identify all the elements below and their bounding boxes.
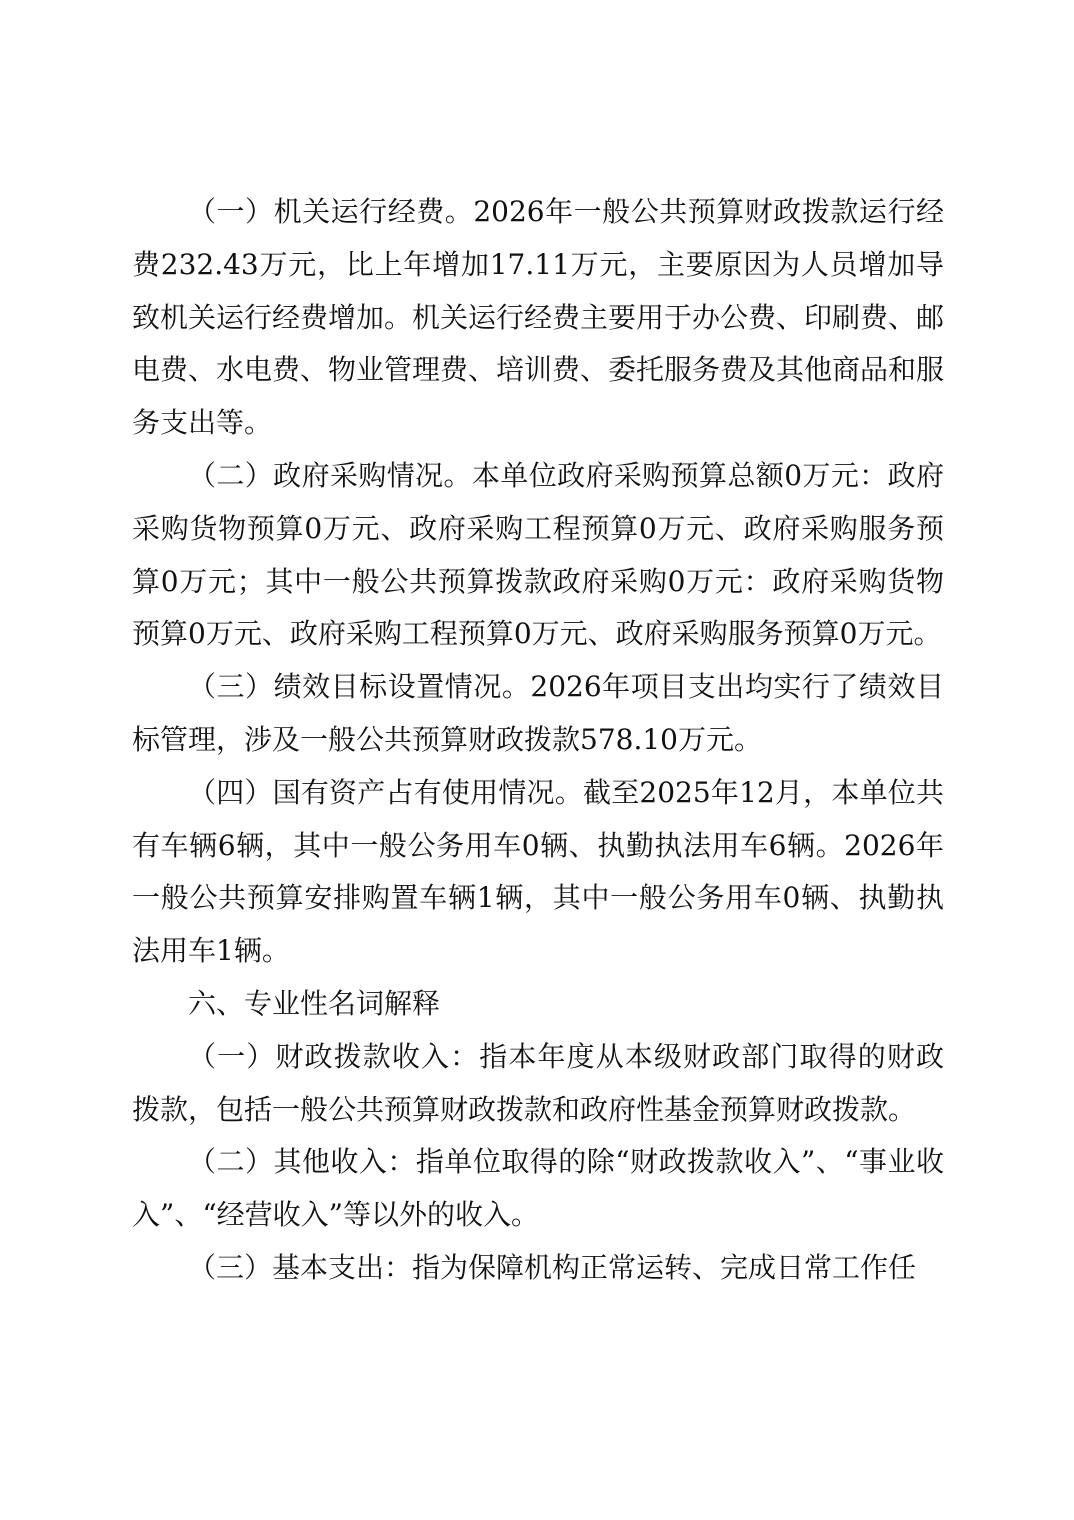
definition-term: （二）其他收入： bbox=[188, 1145, 416, 1179]
definition-other-income bbox=[132, 1136, 944, 1242]
definition-text: 指单位取得的除“财政拨款收入”、“事业收入”、“经营收入”等以外的收入。 bbox=[132, 1145, 944, 1232]
paragraph-operating-expenses bbox=[132, 186, 944, 450]
paragraph-government-procurement bbox=[132, 450, 944, 661]
definition-text: 指为保障机构正常运转、完成日常工作任 bbox=[412, 1250, 917, 1284]
section-heading: 六、专业性名词解释 bbox=[188, 986, 441, 1020]
definition-fiscal-appropriation-income bbox=[132, 1031, 944, 1137]
definition-text: 指本年度从本级财政部门取得的财政拨款，包括一般公共预算财政拨款和政府性基金预算财政拨款。 bbox=[132, 1039, 944, 1126]
paragraph-state-assets bbox=[132, 767, 944, 978]
paragraph-lead: （三）绩效目标设置情况。 bbox=[188, 670, 531, 704]
definition-basic-expenditure bbox=[132, 1242, 944, 1295]
definition-term: （三）基本支出： bbox=[188, 1250, 413, 1284]
paragraph-text: 截至2025年12月，本单位共有车辆6辆，其中一般公务用车0辆、执勤执法用车6辆。2026年一般公共预算安排购置车辆1辆，其中一般公务用车0辆、执勤执法用车1辆。 bbox=[132, 775, 944, 968]
paragraph-performance-targets bbox=[132, 661, 944, 767]
paragraph-lead: （二）政府采购情况。 bbox=[188, 458, 472, 492]
paragraph-lead: （四）国有资产占有使用情况。 bbox=[188, 775, 583, 809]
definition-term: （一）财政拨款收入： bbox=[188, 1039, 480, 1073]
paragraph-text: 本单位政府采购预算总额0万元：政府采购货物预算0万元、政府采购工程预算0万元、政府采购服务预算0万元；其中一般公共预算拨款政府采购0万元：政府采购货物预算0万元、政府采购工程预算0万元、政府采购服务预算0万元。 bbox=[132, 458, 944, 651]
document-body bbox=[132, 186, 944, 1295]
paragraph-text: 2026年项目支出均实行了绩效目标管理，涉及一般公共预算财政拨款578.10万元。 bbox=[132, 670, 944, 756]
paragraph-lead: （一）机关运行经费。 bbox=[188, 195, 474, 228]
paragraph-text: 2026年一般公共预算财政拨款运行经费232.43万元，比上年增加17.11万元，主要原因为人员增加导致机关运行经费增加。机关运行经费主要用于办公费、印刷费、邮电费、水电费、物业管理费、培训费、委托服务费及其他商品和服务支出等。 bbox=[132, 195, 945, 440]
